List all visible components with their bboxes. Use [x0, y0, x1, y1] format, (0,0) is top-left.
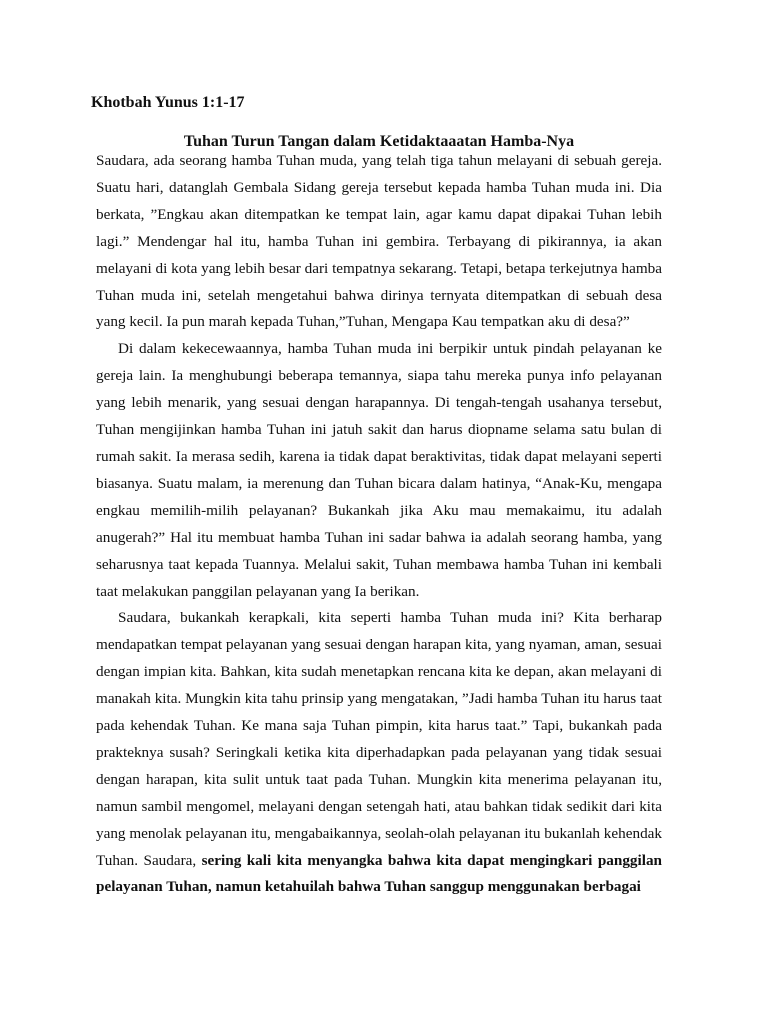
paragraph-3-bold-text: sering kali kita menyangka bahwa kita dapat mengingkari panggilan pelayanan Tuhan, namun ketahuilah bahwa Tuhan sanggup menggunakan berbagai — [96, 851, 662, 896]
sermon-reference-heading: Khotbah Yunus 1:1-17 — [91, 94, 245, 111]
paragraph-1: Saudara, ada seorang hamba Tuhan muda, yang telah tiga tahun melayani di sebuah gereja. Suatu hari, datanglah Gembala Sidang gereja tersebut kepada hamba Tuhan muda ini. Dia berkata, ”Engkau akan ditempatkan ke tempat lain, agar kamu dapat dipakai Tuhan lebih lagi.” Mendengar hal itu, hamba Tuhan ini gembira. Terbayang di pikirannya, ia akan melayani di kota yang lebih besar dari tempatnya sekarang. Tetapi, betapa terkejutnya hamba Tuhan muda ini, setelah mengetahui bahwa dirinya ternyata ditempatkan di sebuah desa yang kecil. Ia pun marah kepada Tuhan,”Tuhan, Mengapa Kau tempatkan aku di desa?” — [96, 152, 662, 331]
sermon-title: Tuhan Turun Tangan dalam Ketidaktaaatan Hamba-Nya — [183, 133, 575, 150]
sermon-body — [96, 148, 662, 901]
paragraph-3-text: Saudara, bukankah kerapkali, kita seperti hamba Tuhan muda ini? Kita berharap mendapatkan tempat pelayanan yang sesuai dengan harapan kita, yang nyaman, aman, sesuai dengan impian kita. Bahkan, kita sudah menetapkan rencana kita ke depan, akan melayani di manakah kita. Mungkin kita tahu prinsip yang mengatakan, ”Jadi hamba Tuhan itu harus taat pada kehendak Tuhan. Ke mana saja Tuhan pimpin, kita harus taat.” Tapi, bukankah pada prakteknya susah? Seringkali ketika kita diperhadapkan pada pelayanan yang tidak sesuai dengan harapan, kita sulit untuk taat pada Tuhan. Mungkin kita menerima pelayanan itu, namun sambil mengomel, melayani dengan setengah hati, atau bahkan tidak sedikit dari kita yang menolak pelayanan itu, mengabaikannya, seolah-olah pelayanan itu bukanlah kehendak Tuhan. Saudara, — [96, 609, 662, 869]
paragraph-2: Di dalam kekecewaannya, hamba Tuhan muda ini berpikir untuk pindah pelayanan ke gereja lain. Ia menghubungi beberapa temannya, siapa tahu mereka punya info pelayanan yang lebih menarik, yang sesuai dengan harapannya. Di tengah-tengah usahanya tersebut, Tuhan mengijinkan hamba Tuhan ini jatuh sakit dan harus diopname selama satu bulan di rumah sakit. Ia merasa sedih, karena ia tidak dapat beraktivitas, tidak dapat melayani seperti biasanya. Suatu malam, ia merenung dan Tuhan bicara dalam hatinya, “Anak-Ku, mengapa engkau memilih-milih pelayanan? Bukankah jika Aku mau memakaimu, itu adalah anugerah?” Hal itu membuat hamba Tuhan ini sadar bahwa ia adalah seorang hamba, yang seharusnya taat kepada Tuannya. Melalui sakit, Tuhan membawa hamba Tuhan ini kembali taat melakukan panggilan pelayanan yang Ia berikan. — [96, 340, 662, 600]
paragraph-3 — [96, 605, 662, 901]
